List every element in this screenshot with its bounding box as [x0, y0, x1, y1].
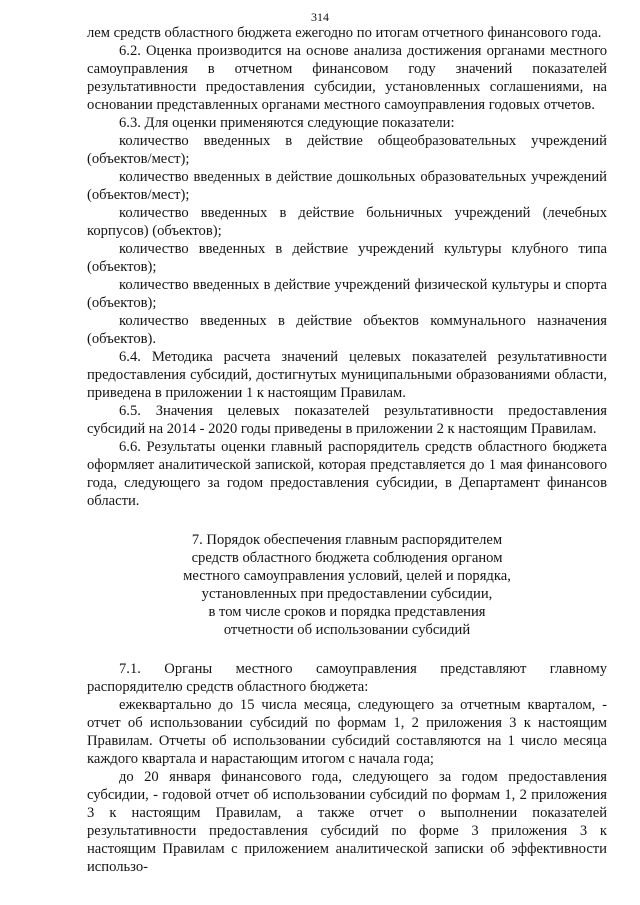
paragraph: лем средств областного бюджета ежегодно по итогам отчетного финансового года.	[87, 25, 602, 41]
heading-line: средств областного бюджета соблюдения органом	[191, 550, 503, 566]
paragraph: 6.6. Результаты оценки главный распорядитель средств областного бюджета оформляет аналитической запиской, которая представляется до 1 мая финансового года, следующего за годом предоставления субсидии, в Департамент финансов области.	[87, 439, 607, 509]
heading-line: местного самоуправления условий, целей и порядка,	[183, 568, 511, 584]
top-paragraphs	[87, 24, 607, 510]
paragraph: ежеквартально до 15 числа месяца, следующего за отчетным кварталом, - отчет об использовании субсидий по формам 1, 2 приложения 3 к настоящим Правилам. Отчеты об использовании субсидий составляются на 1 число месяца каждого квартала и нарастающим итогом с начала года;	[87, 697, 607, 767]
heading-line: 7. Порядок обеспечения главным распорядителем	[191, 532, 503, 548]
document-body	[87, 24, 607, 876]
page-number: 314	[311, 10, 329, 24]
paragraph: 6.3. Для оценки применяются следующие показатели:	[119, 115, 455, 131]
section-heading	[87, 531, 607, 639]
heading-line: в том числе сроков и порядка представления	[208, 604, 486, 620]
paragraph: 6.4. Методика расчета значений целевых показателей результативности предоставления субсидий, достигнутых муниципальными образованиями области, приведена в приложении 1 к настоящим Правилам.	[87, 349, 607, 401]
paragraph: до 20 января финансового года, следующего за годом предоставления субсидии, - годовой отчет об использовании субсидий по формам 1, 2 приложения 3 к настоящим Правилам, а также отчет о выполнении показателей результативности предоставления субсидий по форме 3 приложения 3 к настоящим Правилам с приложением аналитической записки об эффективности использо-	[87, 769, 607, 875]
heading-line: установленных при предоставлении субсидии,	[201, 586, 493, 602]
paragraph: количество введенных в действие учреждений культуры клубного типа (объектов);	[87, 241, 607, 275]
paragraph: 6.5. Значения целевых показателей результативности предоставления субсидий на 2014 - 2020 годы приведены в приложении 2 к настоящим Правилам.	[87, 403, 607, 437]
paragraph: 7.1. Органы местного самоуправления представляют главному распорядителю средств областного бюджета:	[87, 661, 607, 695]
paragraph: количество введенных в действие объектов коммунального назначения (объектов).	[87, 313, 607, 347]
paragraph: количество введенных в действие дошкольных образовательных учреждений (объектов/мест);	[87, 169, 607, 203]
paragraph: количество введенных в действие общеобразовательных учреждений (объектов/мест);	[87, 133, 607, 167]
paragraph: количество введенных в действие учреждений физической культуры и спорта (объектов);	[87, 277, 607, 311]
paragraph: 6.2. Оценка производится на основе анализа достижения органами местного самоуправления в отчетном финансовом году значений показателей результативности предоставления субсидии, установленных соглашениями, на основании представленных органами местного самоуправления годовых отчетов.	[87, 43, 607, 113]
paragraph: количество введенных в действие больничных учреждений (лечебных корпусов) (объектов);	[87, 205, 607, 239]
heading-line: отчетности об использовании субсидий	[223, 622, 471, 638]
bottom-paragraphs	[87, 660, 607, 876]
